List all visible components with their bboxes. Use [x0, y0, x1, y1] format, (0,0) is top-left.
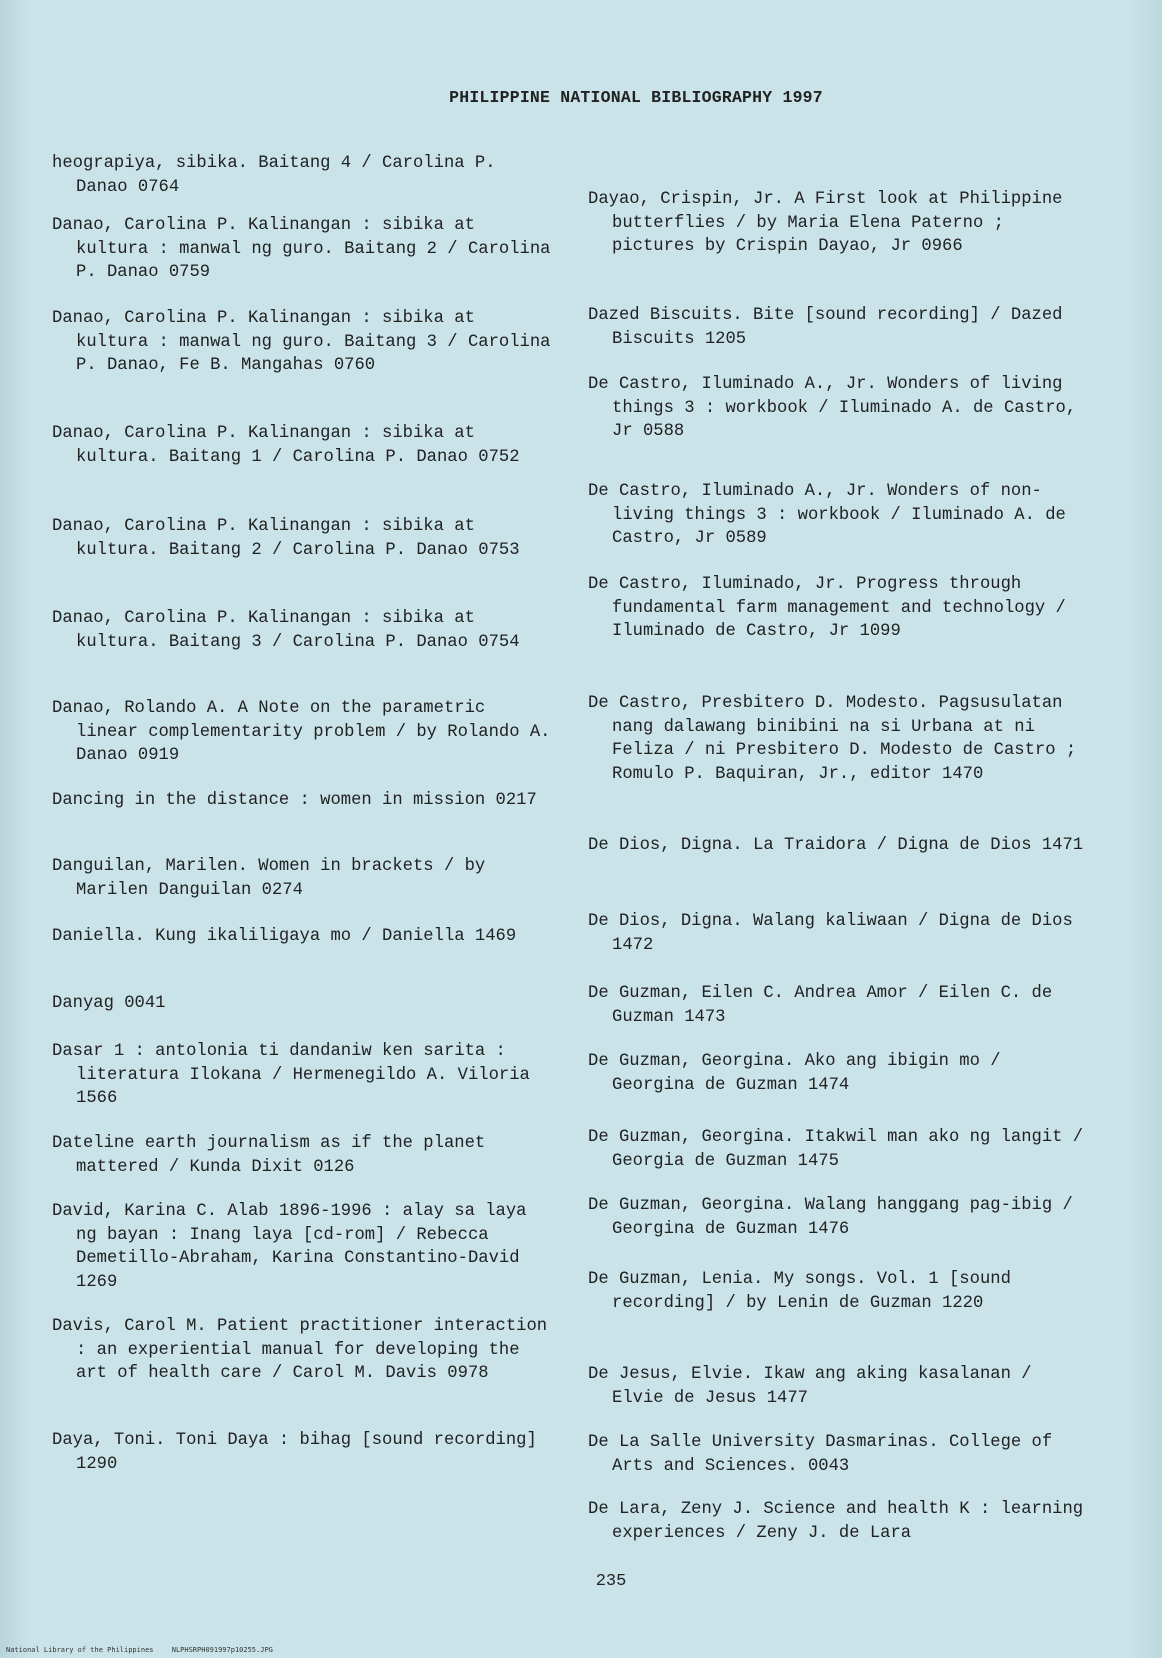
list-item: Danao, Carolina P. Kalinangan : sibika at kultura : manwal ng guro. Baitang 3 / Carolina P. Danao, Fe B. Mangahas 0760 [52, 309, 551, 375]
list-item: heograpiya, sibika. Baitang 4 / Carolina P. Danao 0764 [52, 154, 496, 197]
list-item: Dateline earth journalism as if the planet mattered / Kunda Dixit 0126 [52, 1134, 486, 1177]
list-item: David, Karina C. Alab 1896-1996 : alay sa laya ng bayan : Inang laya [cd-rom] / Rebecca Demetillo-Abraham, Karina Constantino-David 1269 [52, 1202, 527, 1292]
list-item: Davis, Carol M. Patient practitioner interaction : an experiential manual for developing the art of health care / Carol M. Davis 0978 [52, 1317, 548, 1383]
scan-footer [6, 1646, 287, 1654]
list-item: Danao, Carolina P. Kalinangan : sibika at kultura. Baitang 1 / Carolina P. Danao 0752 [52, 424, 520, 467]
page-number: 235 [595, 1572, 627, 1591]
list-item: De La Salle University Dasmarinas. College of Arts and Sciences. 0043 [588, 1433, 1053, 1476]
list-item: Daya, Toni. Toni Daya : bihag [sound recording] 1290 [52, 1431, 537, 1474]
list-item: Daniella. Kung ikaliligaya mo / Daniella 1469 [52, 927, 517, 946]
list-item: De Castro, Iluminado A., Jr. Wonders of non-living things 3 : workbook / Iluminado A. de Castro, Jr 0589 [588, 482, 1066, 548]
list-item: De Castro, Iluminado A., Jr. Wonders of living things 3 : workbook / Iluminado A. de Castro, Jr 0588 [588, 375, 1077, 441]
list-item: De Dios, Digna. La Traidora / Digna de Dios 1471 [588, 836, 1084, 855]
list-item: De Castro, Iluminado, Jr. Progress through fundamental farm management and technology / Iluminado de Castro, Jr 1099 [588, 575, 1066, 641]
list-item: Dancing in the distance : women in mission 0217 [52, 791, 537, 810]
list-item: De Castro, Presbitero D. Modesto. Pagsusulatan nang dalawang binibini na si Urbana at ni Feliza / ni Presbitero D. Modesto de Castro ; Romulo P. Baquiran, Jr., editor 1470 [588, 694, 1077, 784]
list-item: De Guzman, Georgina. Ako ang ibigin mo / Georgina de Guzman 1474 [588, 1052, 1001, 1095]
list-item: Danao, Rolando A. A Note on the parametric linear complementarity problem / by Rolando A. Danao 0919 [52, 699, 551, 765]
page-title: PHILIPPINE NATIONAL BIBLIOGRAPHY 1997 [449, 88, 823, 107]
list-item: De Guzman, Lenia. My songs. Vol. 1 [sound recording] / by Lenin de Guzman 1220 [588, 1270, 1011, 1313]
list-item: Danao, Carolina P. Kalinangan : sibika at kultura. Baitang 3 / Carolina P. Danao 0754 [52, 609, 520, 652]
list-item: De Guzman, Eilen C. Andrea Amor / Eilen C. de Guzman 1473 [588, 984, 1053, 1027]
list-item: Danao, Carolina P. Kalinangan : sibika at kultura. Baitang 2 / Carolina P. Danao 0753 [52, 517, 520, 560]
list-item: De Dios, Digna. Walang kaliwaan / Digna de Dios 1472 [588, 912, 1073, 955]
list-item: Dazed Biscuits. Bite [sound recording] / Dazed Biscuits 1205 [588, 306, 1063, 349]
list-item: De Jesus, Elvie. Ikaw ang aking kasalanan / Elvie de Jesus 1477 [588, 1365, 1032, 1408]
list-item: Dayao, Crispin, Jr. A First look at Philippine butterflies / by Maria Elena Paterno ; pictures by Crispin Dayao, Jr 0966 [588, 190, 1063, 256]
list-item: De Lara, Zeny J. Science and health K : learning experiences / Zeny J. de Lara [588, 1500, 1084, 1543]
list-item: De Guzman, Georgina. Walang hanggang pag-ibig / Georgina de Guzman 1476 [588, 1196, 1073, 1239]
list-item: Danao, Carolina P. Kalinangan : sibika at kultura : manwal ng guro. Baitang 2 / Carolina P. Danao 0759 [52, 216, 551, 282]
list-item: Danguilan, Marilen. Women in brackets / by Marilen Danguilan 0274 [52, 857, 486, 900]
list-item: Danyag 0041 [52, 994, 166, 1013]
list-item: De Guzman, Georgina. Itakwil man ako ng langit / Georgia de Guzman 1475 [588, 1128, 1084, 1171]
list-item: Dasar 1 : antolonia ti dandaniw ken sarita : literatura Ilokana / Hermenegildo A. Viloria 1566 [52, 1042, 530, 1108]
footer-library: National Library of the Philippines [6, 1646, 154, 1654]
footer-file: NLPHSRPH091997p10255.JPG [171, 1646, 273, 1654]
